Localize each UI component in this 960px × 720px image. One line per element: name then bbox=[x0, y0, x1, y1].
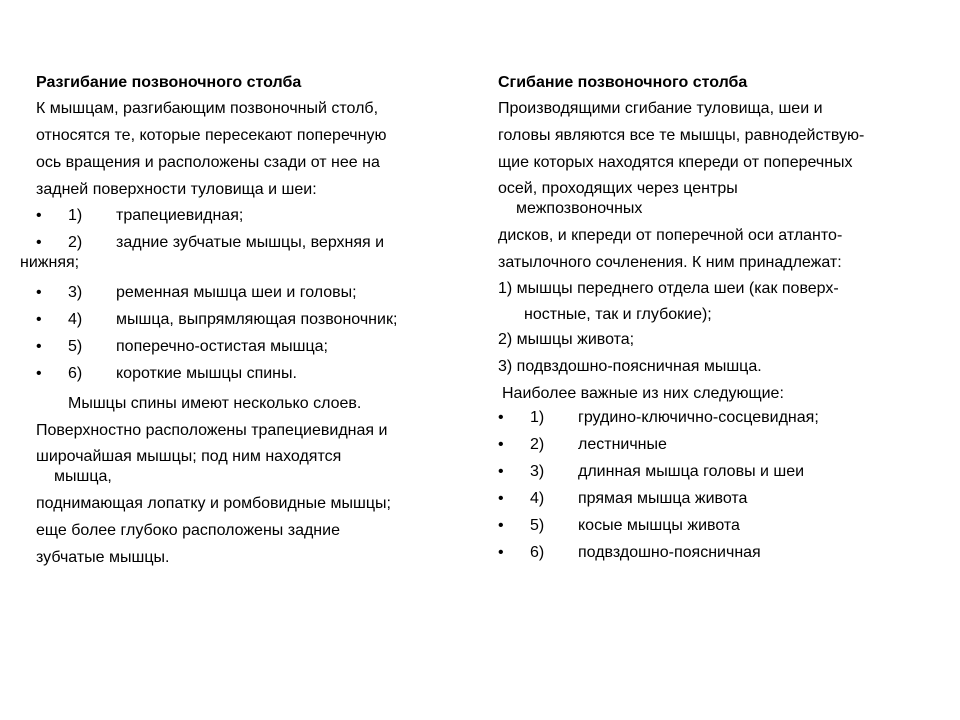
item-number: 2) bbox=[530, 436, 545, 453]
left-paragraph-line: поднимающая лопатку и ромбовидные мышцы; bbox=[36, 495, 391, 512]
item-text: косые мышцы живота bbox=[578, 517, 740, 534]
list-item bbox=[36, 206, 476, 233]
item-number: 6) bbox=[68, 365, 83, 382]
item-number: 3) bbox=[68, 284, 83, 301]
right-text-line: затылочного сочленения. К ним принадлежат: bbox=[498, 254, 842, 271]
right-title: Сгибание позвоночного столба bbox=[498, 74, 748, 91]
item-text: грудино-ключично-сосцевидная; bbox=[578, 409, 819, 426]
item-number: 1) bbox=[530, 409, 545, 426]
right-enum-item: 3) подвздошно-поясничная мышца. bbox=[498, 358, 762, 375]
list-item bbox=[498, 408, 938, 435]
left-intro-line: ось вращения и расположены сзади от нее на bbox=[36, 154, 380, 171]
item-number: 6) bbox=[530, 544, 545, 561]
list-item bbox=[498, 435, 938, 462]
bullet-icon: • bbox=[36, 311, 42, 328]
list-item bbox=[498, 462, 938, 489]
list-item bbox=[36, 364, 476, 391]
left-title: Разгибание позвоночного столба bbox=[36, 74, 302, 91]
right-enum-item: 1) мышцы переднего отдела шеи (как поверх- ностные, так и глубокие); bbox=[498, 280, 839, 323]
bullet-icon: • bbox=[36, 284, 42, 301]
right-text-line: дисков, и кпереди от поперечной оси атланто- bbox=[498, 227, 843, 244]
right-text-line: головы являются все те мышцы, равнодействую- bbox=[498, 127, 865, 144]
left-paragraph-line: еще более глубоко расположены задние bbox=[36, 522, 340, 539]
bullet-icon: • bbox=[498, 544, 504, 561]
list-item bbox=[36, 283, 476, 310]
list-item bbox=[498, 543, 938, 570]
item-text: лестничные bbox=[578, 436, 667, 453]
left-column bbox=[20, 70, 476, 572]
list-item bbox=[36, 337, 476, 364]
bullet-icon: • bbox=[36, 234, 42, 251]
right-column bbox=[498, 70, 938, 570]
left-note: Мышцы спины имеют несколько слоев. bbox=[68, 395, 362, 412]
left-paragraph-line: зубчатые мышцы. bbox=[36, 549, 170, 566]
right-text-line: щие которых находятся кпереди от поперечных bbox=[498, 154, 853, 171]
left-paragraph-line: широчайшая мышцы; под ним находятся мышца, bbox=[36, 448, 342, 485]
list-item bbox=[20, 233, 476, 283]
item-number: 4) bbox=[530, 490, 545, 507]
list-item bbox=[498, 489, 938, 516]
bullet-icon: • bbox=[498, 436, 504, 453]
item-text: трапециевидная; bbox=[116, 207, 244, 224]
item-text: короткие мышцы спины. bbox=[116, 365, 297, 382]
item-number: 5) bbox=[68, 338, 83, 355]
item-text: подвздошно-поясничная bbox=[578, 544, 761, 561]
right-text-line: осей, проходящих через центры межпозвоночных bbox=[498, 180, 738, 217]
bullet-icon: • bbox=[498, 517, 504, 534]
left-intro-line: задней поверхности туловища и шеи: bbox=[36, 181, 317, 198]
bullet-icon: • bbox=[36, 207, 42, 224]
right-text-line: Производящими сгибание туловища, шеи и bbox=[498, 100, 823, 117]
item-text: длинная мышца головы и шеи bbox=[578, 463, 805, 480]
bullet-icon: • bbox=[36, 338, 42, 355]
item-number: 5) bbox=[530, 517, 545, 534]
list-item bbox=[498, 516, 938, 543]
bullet-icon: • bbox=[498, 463, 504, 480]
left-intro-line: относятся те, которые пересекают поперечную bbox=[36, 127, 387, 144]
left-intro-line: К мышцам, разгибающим позвоночный столб, bbox=[36, 100, 379, 117]
bullet-icon: • bbox=[498, 490, 504, 507]
item-number: 4) bbox=[68, 311, 83, 328]
item-text: поперечно-остистая мышца; bbox=[116, 338, 328, 355]
item-text: задние зубчатые мышцы, верхняя и нижняя; bbox=[20, 234, 385, 271]
item-text: ременная мышца шеи и головы; bbox=[116, 284, 357, 301]
list-item bbox=[36, 310, 476, 337]
item-number: 3) bbox=[530, 463, 545, 480]
bullet-icon: • bbox=[498, 409, 504, 426]
item-number: 2) bbox=[68, 234, 83, 251]
bullet-icon: • bbox=[36, 365, 42, 382]
item-number: 1) bbox=[68, 207, 83, 224]
item-text: прямая мышца живота bbox=[578, 490, 748, 507]
right-enum-item: 2) мышцы живота; bbox=[498, 331, 635, 348]
item-text: мышца, выпрямляющая позвоночник; bbox=[116, 311, 398, 328]
left-paragraph-line: Поверхностно расположены трапециевидная и bbox=[36, 422, 388, 439]
right-important-heading: Наиболее важные из них следующие: bbox=[502, 385, 784, 402]
